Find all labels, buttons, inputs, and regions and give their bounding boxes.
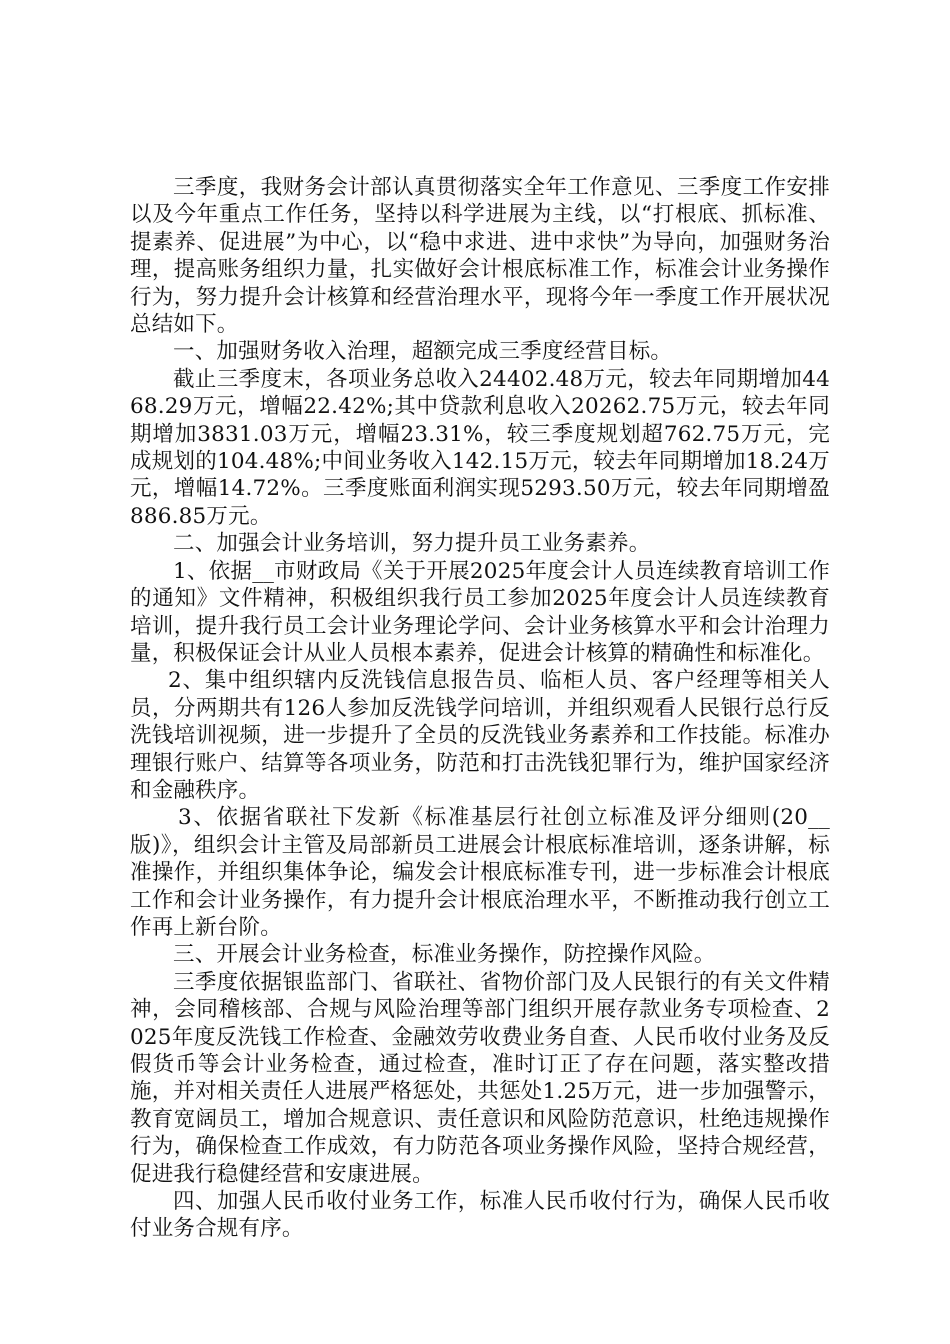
revenue-paragraph: 截止三季度末，各项业务总收入24402.48万元，较去年同期增加4468.29万元，增幅22.42%;其中贷款利息收入20262.75万元，较去年同期增加3831.03万元，增幅23.31%，较三季度规划超762.75万元，完成规划的104.48%;中间业务收入142.15万元，较去年同期增加18.24万元，增幅14.72%。三季度账面利润实现5293.50万元，较去年同期增盈886.85万元。	[130, 366, 830, 529]
inspection-paragraph: 三季度依据银监部门、省联社、省物价部门及人民银行的有关文件精神，会同稽核部、合规与风险治理等部门组织开展存款业务专项检查、2025年度反洗钱工作检查、金融效劳收费业务自查、人民币收付业务及反假货币等会计业务检查，通过检查，准时订正了存在问题，落实整改措施，并对相关责任人进展严格惩处，共惩处1.25万元，进一步加强警示，教育宽阔员工，增加合规意识、责任意识和风险防范意识，杜绝违规操作行为，确保检查工作成效，有力防范各项业务操作风险，坚持合规经营，促进我行稳健经营和安康进展。	[130, 969, 830, 1187]
section-heading-3: 三、开展会计业务检查，标准业务操作，防控操作风险。	[173, 942, 716, 968]
section-heading-4: 四、加强人民币收付业务工作，标准人民币收付行为，确保人民币收付业务合规有序。	[130, 1189, 830, 1242]
intro-paragraph: 三季度，我财务会计部认真贯彻落实全年工作意见、三季度工作安排以及今年重点工作任务，坚持以科学进展为主线，以“打根底、抓标准、提素养、促进展”为中心，以“稳中求进、进中求快”为导向，加强财务治理，提高账务组织力量，扎实做好会计根底标准工作，标准会计业务操作行为，努力提升会计核算和经营治理水平，现将今年一季度工作开展状况总结如下。	[130, 175, 830, 338]
training-item-2: 2、集中组织辖内反洗钱信息报告员、临柜人员、客户经理等相关人员，分两期共有126人参加反洗钱学问培训，并组织观看人民银行总行反洗钱培训视频，进一步提升了全员的反洗钱业务素养和工作技能。标准办理银行账户、结算等各项业务，防范和打击洗钱犯罪行为，维护国家经济和金融秩序。	[130, 668, 830, 803]
section-heading-1: 一、加强财务收入治理，超额完成三季度经营目标。	[173, 339, 673, 365]
training-item-1: 1、依据__市财政局《关于开展2025年度会计人员连续教育培训工作的通知》文件精神，积极组织我行员工参加2025年度会计人员连续教育培训，提升我行员工会计业务理论学问、会计业务核算水平和会计治理力量，积极保证会计从业人员根本素养，促进会计核算的精确性和标准化。	[130, 558, 830, 666]
section-heading-2: 二、加强会计业务培训，努力提升员工业务素养。	[173, 531, 651, 557]
training-item-3: 3、依据省联社下发新《标准基层行社创立标准及评分细则(20__版)》，组织会计主管及局部新员工进展会计根底标准培训，逐条讲解，标准操作，并组织集体争论，编发会计根底标准专刊，进一步标准会计根底工作和会计业务操作，有力提升会计根底治理水平，不断推动我行创立工作再上新台阶。	[130, 805, 830, 940]
document-body	[130, 174, 830, 1243]
